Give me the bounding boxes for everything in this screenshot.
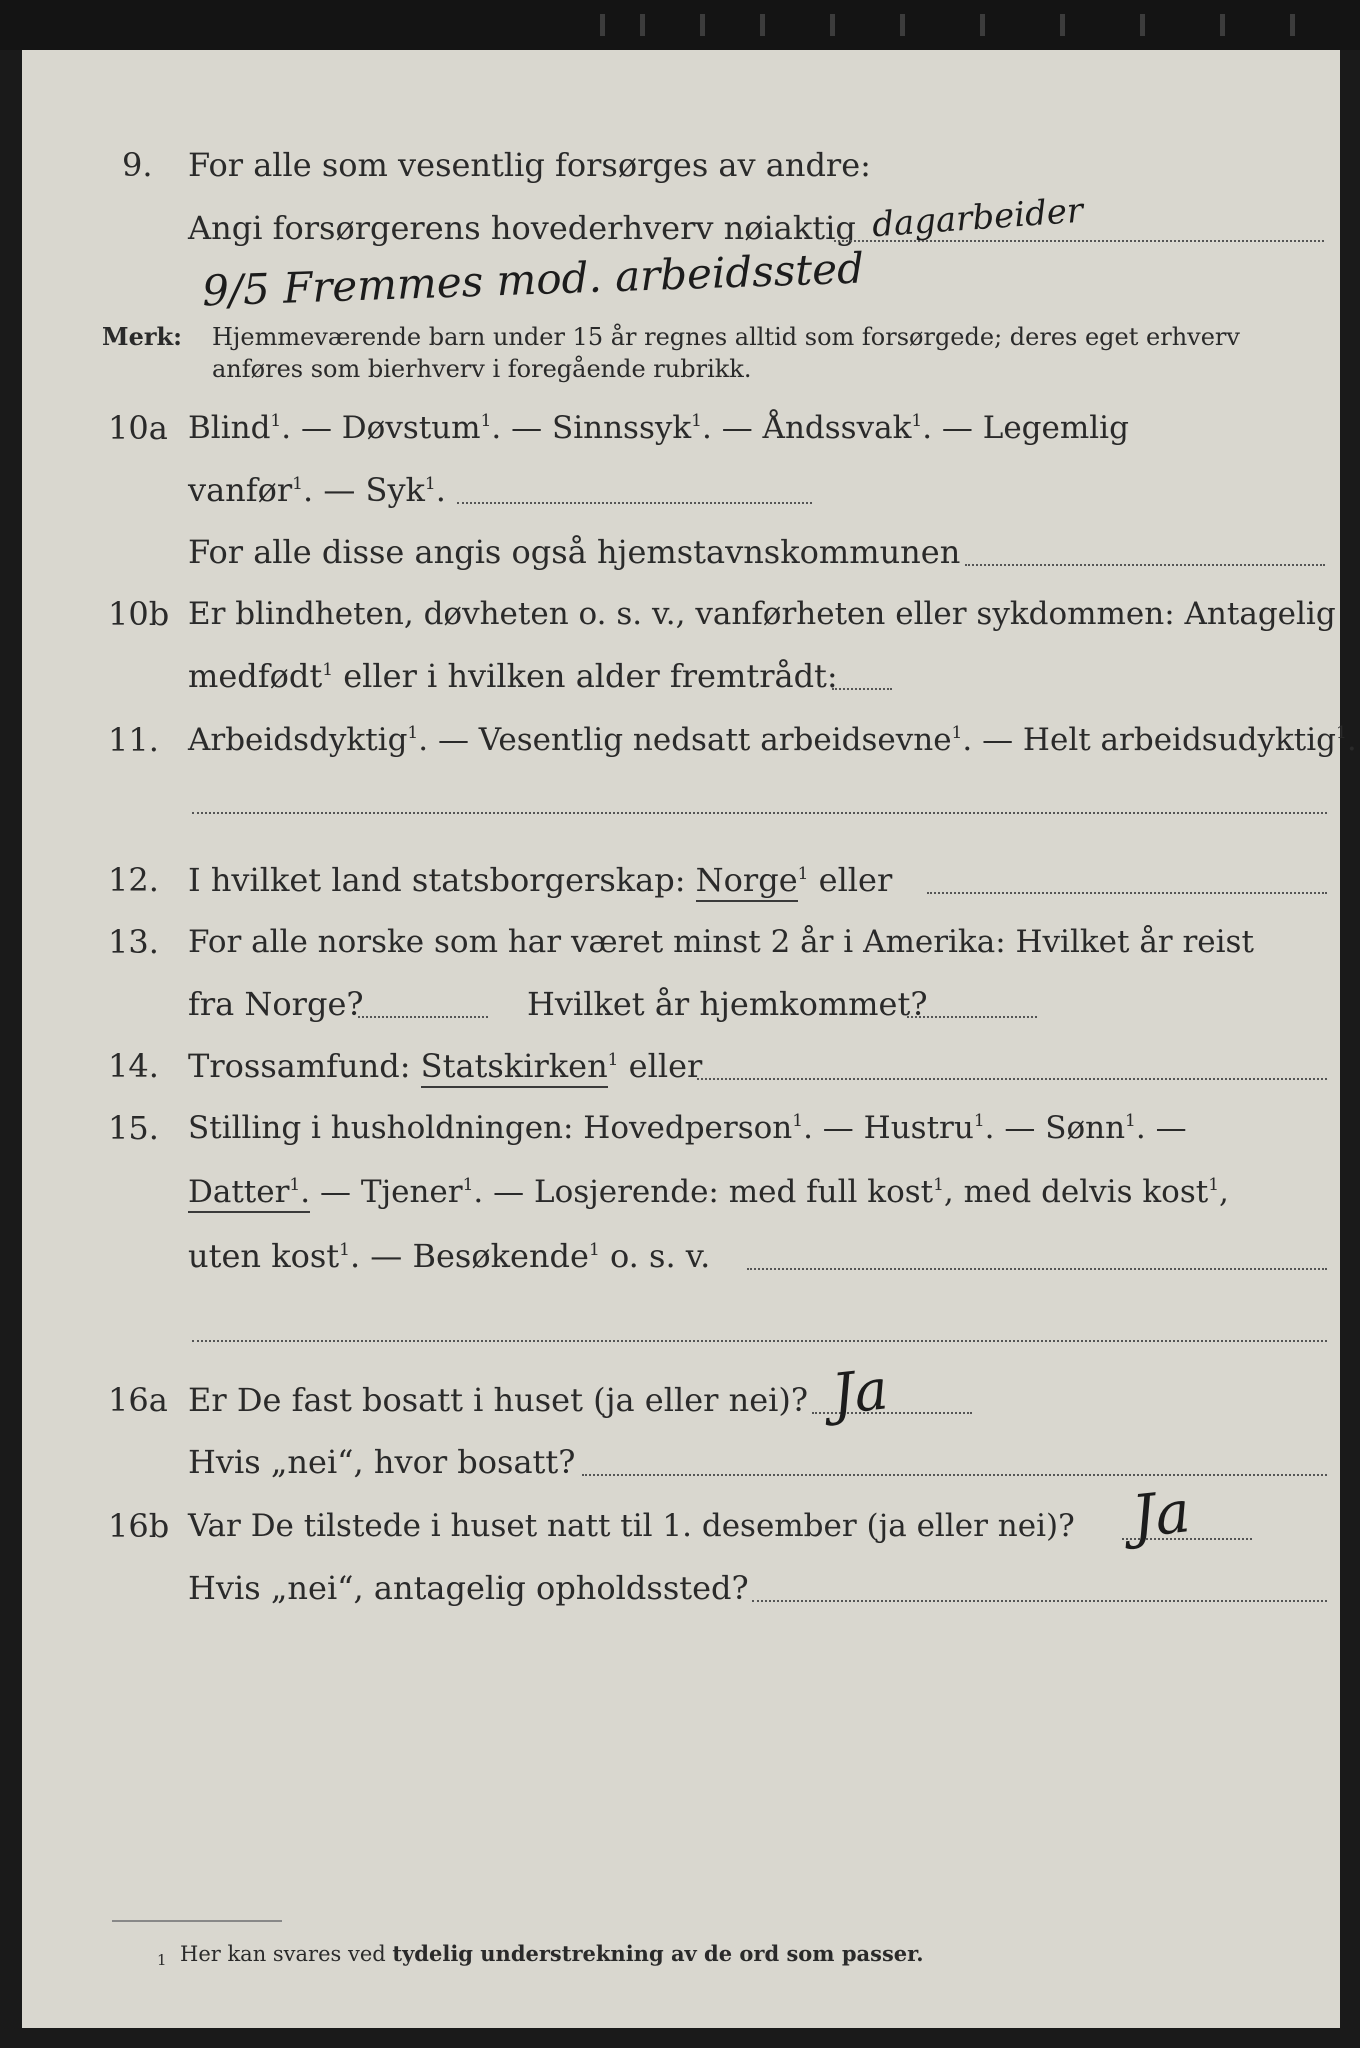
q13-reist-line	[358, 1016, 488, 1018]
footnote-divider	[112, 1920, 282, 1922]
q16a-line2: Hvis „nei“, hvor bosatt?	[188, 1443, 576, 1481]
q10a-line2: vanfør$^1$. — Syk$^1$.	[188, 471, 446, 509]
q15-line1: Stilling i husholdningen: Hovedperson$^1$. — Hustru$^1$. — Sønn$^1$. —	[188, 1110, 1187, 1146]
q12-answer-line	[927, 892, 1327, 894]
q13-line2a: fra Norge?	[188, 985, 364, 1023]
q9-handwritten-answer-2: 9/5 Fremmes mod. arbeidssted	[201, 243, 865, 316]
q14-statskirken-underlined: Statskirken	[421, 1047, 608, 1088]
scan-edge-mark	[1060, 14, 1065, 36]
q16b-number: 16b	[108, 1507, 170, 1545]
q11-line1: Arbeidsdyktig$^1$. — Vesentlig nedsatt arbeidsevne$^1$. — Helt arbeidsudyktig$^1$.	[188, 722, 1357, 758]
q16b-line1: Var De tilstede i huset natt til 1. desember (ja eller nei)?	[188, 1508, 1075, 1544]
q10a-syk-line	[457, 502, 812, 504]
scan-edge-mark	[640, 14, 645, 36]
q9-handwritten-answer: dagarbeider	[870, 190, 1085, 246]
scan-edge-mark	[900, 14, 905, 36]
merk-line2: anføres som bierhverv i foregående rubrikk.	[212, 355, 752, 383]
scan-edge-mark	[1220, 14, 1225, 36]
census-form-page	[22, 50, 1357, 2028]
q9-line2: Angi forsørgerens hovederhverv nøiaktig	[188, 209, 856, 247]
q15-line3: uten kost$^1$. — Besøkende$^1$ o. s. v.	[188, 1237, 711, 1275]
q9-number: 9.	[122, 146, 153, 184]
q16a-number: 16a	[108, 1381, 168, 1419]
q13-number: 13.	[108, 923, 159, 961]
q10a-line1: Blind$^1$. — Døvstum$^1$. — Sinnssyk$^1$. — Åndssvak$^1$. — Legemlig	[188, 410, 1129, 446]
q12-number: 12.	[108, 861, 159, 899]
q16a-bosatt-line	[582, 1474, 1327, 1476]
scan-edge-mark	[1290, 14, 1295, 36]
q12-line: I hvilket land statsborgerskap: Norge$^1$ eller	[188, 860, 892, 900]
q10b-line1: Er blindheten, døvheten o. s. v., vanførheten eller sykdommen: Antagelig	[188, 596, 1336, 632]
q12-norge-underlined: Norge	[696, 861, 798, 902]
merk-label: Merk:	[102, 322, 182, 351]
q15-extra-line	[192, 1340, 1327, 1342]
q10a-kommune-line	[965, 564, 1325, 566]
footnote-text: Her kan svares ved tydelig understrekning av de ord som passer.	[180, 1941, 924, 1966]
q10b-line2: medfødt$^1$ eller i hvilken alder fremtrådt:	[188, 657, 838, 695]
q10a-line3: For alle disse angis også hjemstavnskommunen	[188, 533, 961, 571]
q15-line2: Datter$^1$. — Tjener$^1$. — Losjerende: med full kost$^1$, med delvis kost$^1$,	[188, 1172, 1229, 1212]
merk-line1: Hjemmeværende barn under 15 år regnes alltid som forsørgede; deres eget erhverv	[212, 323, 1240, 351]
q15-datter-underlined: Datter$^1$.	[188, 1174, 310, 1213]
scan-edge-mark	[600, 14, 605, 36]
q16b-line2: Hvis „nei“, antagelig opholdssted?	[188, 1569, 749, 1607]
q16a-line1: Er De fast bosatt i huset (ja eller nei)?	[188, 1381, 809, 1419]
q13-line2b: Hvilket år hjemkommet?	[527, 985, 928, 1023]
scan-edge-mark	[700, 14, 705, 36]
q10b-answer-line	[832, 688, 892, 690]
q14-number: 14.	[108, 1047, 159, 1085]
q16a-handwritten-answer: Ja	[828, 1357, 892, 1428]
scan-edge-mark	[980, 14, 985, 36]
q15-answer-line	[747, 1268, 1327, 1270]
q16b-opholdssted-line	[752, 1600, 1327, 1602]
scan-edge-mark	[760, 14, 765, 36]
footnote-mark: 1	[157, 1951, 167, 1969]
q13-hjemkommet-line	[907, 1016, 1037, 1018]
q10a-number: 10a	[108, 409, 168, 447]
scan-edge-mark	[830, 14, 835, 36]
q14-line: Trossamfund: Statskirken$^1$ eller	[188, 1046, 702, 1086]
q9-line1: For alle som vesentlig forsørges av andre:	[188, 146, 871, 184]
q15-number: 15.	[108, 1109, 159, 1147]
q10b-number: 10b	[108, 595, 170, 633]
q13-line1: For alle norske som har været minst 2 år i Amerika: Hvilket år reist	[188, 924, 1254, 960]
q11-number: 11.	[108, 721, 159, 759]
q11-answer-line	[192, 812, 1327, 814]
q14-answer-line	[697, 1078, 1327, 1080]
scan-top-strip	[0, 0, 1360, 50]
scan-edge-mark	[1140, 14, 1145, 36]
q16b-handwritten-answer: Ja	[1128, 1477, 1194, 1551]
